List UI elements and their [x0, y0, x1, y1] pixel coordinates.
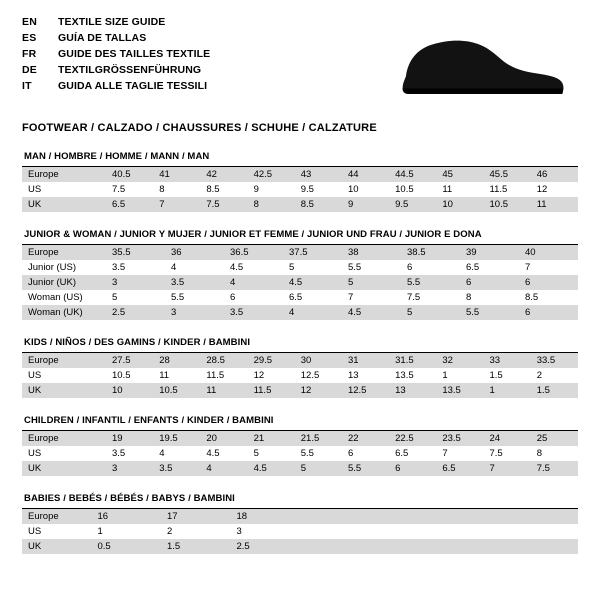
language-row: [22, 16, 210, 32]
table-row: [22, 305, 578, 320]
cell: 13: [347, 370, 359, 381]
cell: 10: [436, 197, 483, 212]
cell: 13.5: [436, 383, 483, 398]
cell: 37.5: [283, 245, 342, 260]
dress-shoe-icon: [382, 30, 572, 102]
cell: 5: [112, 292, 118, 303]
cell: 8.5: [206, 184, 220, 195]
cell: 6: [407, 262, 413, 273]
cell: 10.5: [153, 383, 200, 398]
cell: 45: [436, 167, 483, 182]
cell: 7: [484, 461, 531, 476]
cell: 3.5: [165, 275, 224, 290]
row-label: Europe: [22, 245, 106, 260]
cell: 7: [525, 262, 531, 273]
block-title: MAN / HOMBRE / HOMME / MANN / MAN: [24, 151, 210, 162]
cell: 42.5: [248, 167, 295, 182]
table-row: [22, 509, 578, 524]
spacer-cell: [300, 509, 370, 524]
cell: 6: [460, 275, 519, 290]
language-title-table: [22, 16, 210, 96]
language-code: FR: [22, 48, 37, 60]
cell: 3: [236, 526, 242, 537]
cell: 6.5: [466, 262, 480, 273]
size-block-babies: [22, 493, 578, 554]
cell: 43: [295, 167, 342, 182]
row-label: UK: [22, 461, 106, 476]
cell: 36.5: [224, 245, 283, 260]
cell: 4.5: [342, 305, 401, 320]
cell: 12.5: [342, 383, 389, 398]
language-title: GUÍA DE TALLAS: [58, 32, 147, 44]
cell: 7.5: [489, 448, 503, 459]
cell: 6.5: [289, 292, 303, 303]
cell: 33.5: [531, 353, 578, 368]
cell: 10: [106, 383, 153, 398]
cell: 11.5: [248, 383, 295, 398]
cell: 44: [342, 167, 389, 182]
cell: 2: [536, 370, 542, 381]
row-label: UK: [22, 197, 106, 212]
cell: 3.5: [224, 305, 283, 320]
cell: 25: [531, 431, 578, 446]
cell: 8: [248, 197, 295, 212]
cell: 44.5: [389, 167, 436, 182]
cell: 5: [289, 262, 295, 273]
language-code: DE: [22, 64, 37, 76]
size-block-junior-woman: [22, 229, 578, 320]
block-title: CHILDREN / INFANTIL / ENFANTS / KINDER / BAMBINI: [24, 415, 274, 426]
cell: 7: [348, 292, 354, 303]
cell: 3: [165, 305, 224, 320]
cell: 40.5: [106, 167, 153, 182]
size-table-children: [22, 431, 578, 476]
size-table-body: [22, 245, 578, 320]
table-row: [22, 353, 578, 368]
spacer-cell: [370, 539, 440, 554]
cell: 7: [153, 197, 200, 212]
cell: 19: [106, 431, 153, 446]
language-title: TEXTILGRÖSSENFÜHRUNG: [58, 64, 202, 76]
spacer-cell: [300, 539, 370, 554]
spacer-cell: [439, 509, 509, 524]
row-label: UK: [22, 539, 92, 554]
cell: 6.5: [436, 461, 483, 476]
cell: 33: [484, 353, 531, 368]
cell: 28.5: [200, 353, 247, 368]
cell: 1: [97, 526, 103, 537]
language-code: ES: [22, 32, 37, 44]
cell: 6.5: [106, 197, 153, 212]
table-row: [22, 446, 578, 461]
size-table-body: [22, 353, 578, 398]
cell: 6.5: [395, 448, 409, 459]
language-title: GUIDA ALLE TAGLIE TESSILI: [58, 80, 208, 92]
cell: 5.5: [342, 461, 389, 476]
cell: 9.5: [300, 184, 314, 195]
size-table-body: [22, 431, 578, 476]
cell: 3: [106, 275, 165, 290]
cell: 5.5: [401, 275, 460, 290]
cell: 11: [200, 383, 247, 398]
cell: 7.5: [112, 184, 126, 195]
language-code: IT: [22, 80, 32, 92]
cell: 2.5: [106, 305, 165, 320]
table-row: [22, 461, 578, 476]
cell: 3.5: [112, 448, 126, 459]
cell: 10.5: [395, 184, 414, 195]
cell: 35.5: [106, 245, 165, 260]
cell: 45.5: [484, 167, 531, 182]
row-label: Woman (UK): [22, 305, 106, 320]
row-label: US: [28, 184, 42, 195]
cell: 29.5: [248, 353, 295, 368]
table-row: [22, 383, 578, 398]
cell: 23.5: [436, 431, 483, 446]
cell: 7: [442, 448, 448, 459]
cell: 5.5: [300, 448, 314, 459]
cell: 28: [153, 353, 200, 368]
cell: 5: [295, 461, 342, 476]
cell: 7.5: [200, 197, 247, 212]
block-title: BABIES / BEBÉS / BÉBÉS / BABYS / BAMBINI: [24, 493, 235, 504]
row-label: Europe: [22, 509, 92, 524]
cell: 7.5: [531, 461, 578, 476]
size-table-man: [22, 167, 578, 212]
cell: 8: [536, 448, 542, 459]
cell: 8.5: [525, 292, 539, 303]
cell: 32: [436, 353, 483, 368]
cell: 11: [159, 370, 170, 381]
cell: 8: [159, 184, 165, 195]
language-row: [22, 64, 210, 80]
row-label: US: [28, 448, 42, 459]
spacer-cell: [439, 539, 509, 554]
size-block-man: [22, 151, 578, 212]
table-row: [22, 260, 578, 275]
row-label: UK: [22, 383, 106, 398]
cell: 4: [224, 275, 283, 290]
cell: 17: [161, 509, 231, 524]
cell: 11.5: [206, 370, 225, 381]
cell: 3: [106, 461, 153, 476]
cell: 4.5: [283, 275, 342, 290]
category-title: FOOTWEAR / CALZADO / CHAUSSURES / SCHUHE / CALZATURE: [22, 122, 377, 134]
cell: 30: [295, 353, 342, 368]
cell: 38.5: [401, 245, 460, 260]
cell: 5: [401, 305, 460, 320]
size-block-kids: [22, 337, 578, 398]
cell: 27.5: [106, 353, 153, 368]
cell: 4: [159, 448, 165, 459]
size-table-babies: [22, 509, 578, 554]
table-row: [22, 197, 578, 212]
table-row: [22, 368, 578, 383]
cell: 1.5: [161, 539, 231, 554]
block-title: JUNIOR & WOMAN / JUNIOR Y MUJER / JUNIOR ET FEMME / JUNIOR UND FRAU / JUNIOR E DONA: [24, 229, 482, 240]
dress-shoe-svg: [382, 30, 572, 102]
table-row: [22, 182, 578, 197]
cell: 11.5: [489, 184, 508, 195]
cell: 3.5: [112, 262, 126, 273]
cell: 11: [531, 197, 578, 212]
cell: 9: [342, 197, 389, 212]
size-table-body: [22, 509, 578, 554]
row-label: US: [28, 526, 42, 537]
cell: 20: [200, 431, 247, 446]
cell: 39: [460, 245, 519, 260]
cell: 4: [283, 305, 342, 320]
row-label: Europe: [22, 431, 106, 446]
spacer-cell: [509, 539, 579, 554]
spacer-cell: [439, 524, 509, 539]
cell: 12: [536, 184, 548, 195]
cell: 8: [466, 292, 472, 303]
cell: 6: [519, 275, 578, 290]
spacer-cell: [370, 509, 440, 524]
language-row: [22, 80, 210, 96]
cell: 9: [253, 184, 259, 195]
spacer-cell: [300, 524, 370, 539]
cell: 4.5: [230, 262, 244, 273]
cell: 2.5: [231, 539, 301, 554]
cell: 41: [153, 167, 200, 182]
row-label: Europe: [22, 167, 106, 182]
cell: 11: [442, 184, 453, 195]
table-row: [22, 290, 578, 305]
language-row: [22, 32, 210, 48]
size-table-junior-woman: [22, 245, 578, 320]
table-row: [22, 275, 578, 290]
row-label: Woman (US): [28, 292, 83, 303]
cell: 1: [484, 383, 531, 398]
language-title-body: [22, 16, 210, 96]
cell: 6: [519, 305, 578, 320]
cell: 6: [347, 448, 354, 459]
cell: 10.5: [112, 370, 131, 381]
cell: 0.5: [92, 539, 162, 554]
cell: 5: [253, 448, 259, 459]
cell: 10: [347, 184, 359, 195]
row-label: Junior (US): [28, 262, 77, 273]
cell: 19.5: [153, 431, 200, 446]
cell: 22: [342, 431, 389, 446]
cell: 46: [531, 167, 578, 182]
cell: 3.5: [153, 461, 200, 476]
cell: 42: [200, 167, 247, 182]
cell: 18: [231, 509, 301, 524]
cell: 2: [167, 526, 173, 537]
language-title: TEXTILE SIZE GUIDE: [58, 16, 166, 28]
cell: 13.5: [395, 370, 414, 381]
block-title: KIDS / NIÑOS / DES GAMINS / KINDER / BAMBINI: [24, 337, 251, 348]
table-row: [22, 245, 578, 260]
spacer-cell: [370, 524, 440, 539]
cell: 4: [171, 262, 177, 273]
cell: 6: [389, 461, 436, 476]
cell: 21.5: [295, 431, 342, 446]
cell: 12.5: [300, 370, 320, 381]
language-row: [22, 48, 210, 64]
cell: 6: [230, 292, 236, 303]
cell: 24: [484, 431, 531, 446]
cell: 9.5: [389, 197, 436, 212]
cell: 40: [519, 245, 578, 260]
row-label: US: [28, 370, 42, 381]
size-block-children: [22, 415, 578, 476]
cell: 31.5: [389, 353, 436, 368]
cell: 1.5: [489, 370, 503, 381]
row-label: Europe: [22, 353, 106, 368]
cell: 4.5: [206, 448, 220, 459]
spacer-cell: [509, 524, 579, 539]
row-label: Junior (UK): [22, 275, 106, 290]
cell: 5.5: [171, 292, 185, 303]
cell: 7.5: [407, 292, 421, 303]
cell: 22.5: [389, 431, 436, 446]
table-row: [22, 431, 578, 446]
language-code: EN: [22, 16, 37, 28]
cell: 8.5: [295, 197, 342, 212]
cell: 4: [200, 461, 247, 476]
table-row: [22, 167, 578, 182]
cell: 38: [342, 245, 401, 260]
size-table-kids: [22, 353, 578, 398]
spacer-cell: [509, 509, 579, 524]
cell: 1: [442, 370, 448, 381]
cell: 5.5: [348, 262, 362, 273]
cell: 13: [389, 383, 436, 398]
table-row: [22, 539, 578, 554]
cell: 5: [342, 275, 401, 290]
size-table-body: [22, 167, 578, 212]
cell: 12: [295, 383, 342, 398]
cell: 36: [165, 245, 224, 260]
table-row: [22, 524, 578, 539]
cell: 31: [342, 353, 389, 368]
cell: 10.5: [484, 197, 531, 212]
document-header: [22, 16, 578, 112]
cell: 1.5: [531, 383, 578, 398]
cell: 5.5: [460, 305, 519, 320]
language-title: GUIDE DES TAILLES TEXTILE: [58, 48, 211, 60]
cell: 21: [248, 431, 295, 446]
cell: 16: [92, 509, 162, 524]
cell: 4.5: [248, 461, 295, 476]
cell: 12: [253, 370, 265, 381]
